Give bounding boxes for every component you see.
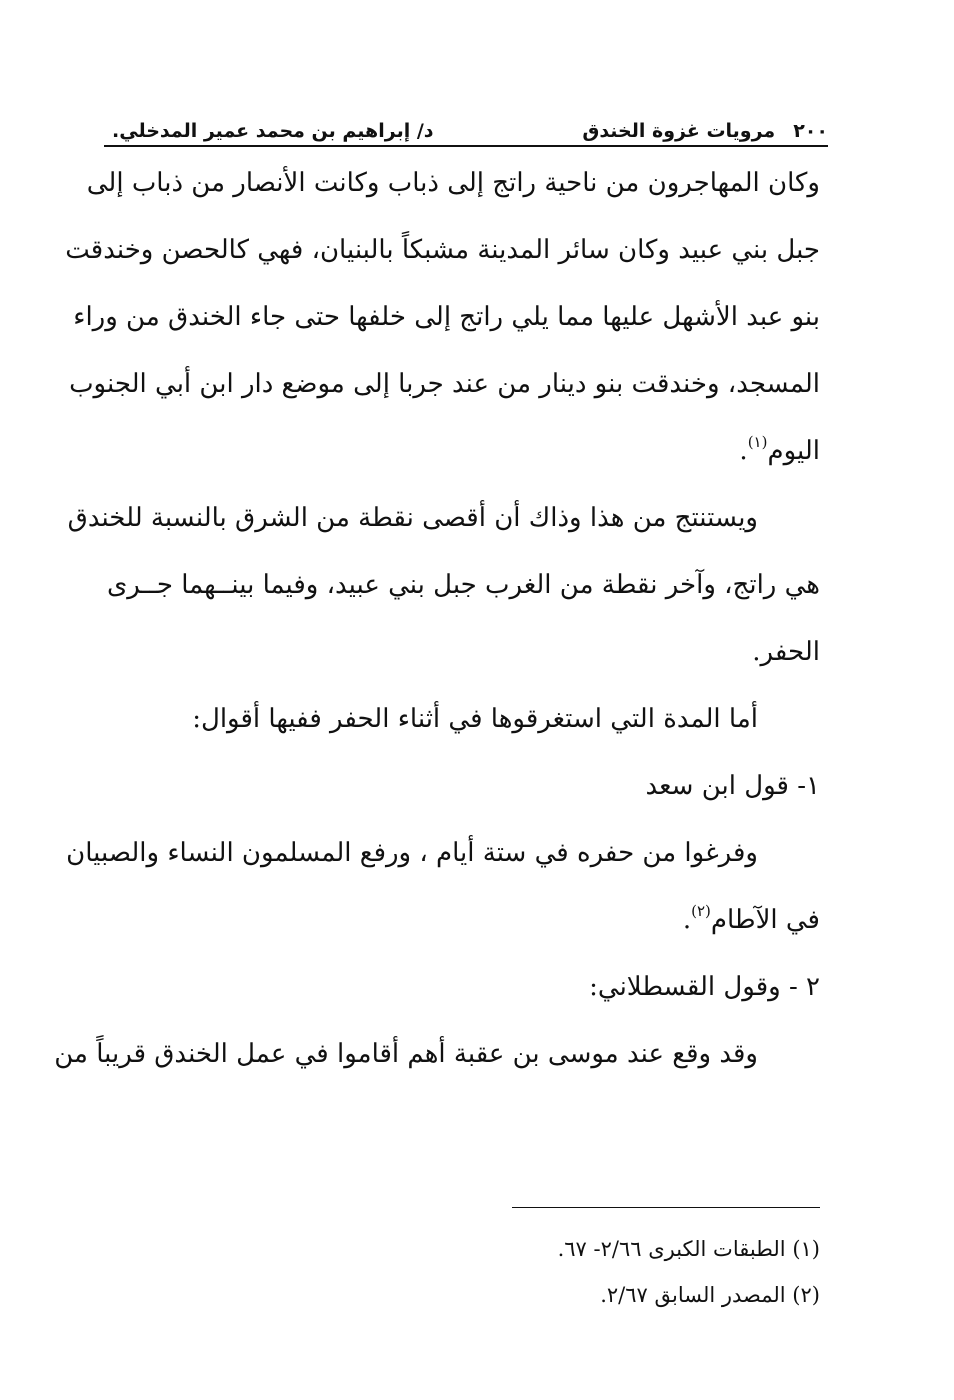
text-line: بنو عبد الأشهل عليها مما يلي راتج إلى خلفها حتى جاء الخندق من وراء	[73, 302, 820, 332]
running-header	[112, 112, 828, 142]
book-title: مرويات غزوة الخندق	[582, 120, 776, 142]
text-line	[108, 887, 820, 954]
footnote: (٢) المصدر السابق ٢/٦٧.	[600, 1283, 820, 1307]
footnote-divider	[512, 1207, 820, 1208]
footnote-ref: (٢)	[691, 902, 711, 920]
text-line: أما المدة التي استغرقوها في أثناء الحفر ففيها أقوال:	[192, 704, 758, 734]
header-right-group	[582, 120, 828, 142]
text-line: وقد وقع عند موسى بن عقبة أهم أقاموا في عمل الخندق قريباً من	[54, 1039, 758, 1069]
footnote: (١) الطبقات الكبرى ٢/٦٦- ٦٧.	[557, 1237, 820, 1261]
text-fragment: .	[682, 905, 692, 935]
header-divider	[104, 145, 828, 147]
text-line: وكان المهاجرون من ناحية راتج إلى ذباب وكانت الأنصار من ذباب إلى	[86, 168, 820, 198]
text-line: ويستنتج من هذا وذاك أن أقصى نقطة من الشرق بالنسبة للخندق	[67, 503, 758, 533]
footnotes	[400, 1226, 820, 1318]
text-line: وفرغوا من حفره في ستة أيام ، ورفع المسلمون النساء والصبيان	[66, 838, 758, 868]
text-line	[108, 418, 820, 485]
text-line: جبل بني عبيد وكان سائر المدينة مشبكاً بالبنيان، فهي كالحصن وخندقت	[65, 235, 820, 265]
text-line: المسجد، وخندقت بنو دينار من عند جربا إلى موضع دار ابن أبي الجنوب	[69, 369, 820, 399]
page-number: ٢٠٠	[793, 120, 828, 142]
text-line: الحفر.	[752, 637, 820, 667]
footnote-ref: (١)	[747, 433, 768, 451]
text-fragment: في الآطام	[710, 905, 820, 935]
text-line: هي راتج، وآخر نقطة من الغرب جبل بني عبيد، وفيما بينــهما جــرى	[106, 570, 820, 600]
author-name: د/ إبراهيم بن محمد عمير المدخلي.	[112, 120, 434, 142]
text-fragment: .	[739, 436, 748, 466]
text-fragment: اليوم	[767, 436, 820, 466]
list-item: ١- قول ابن سعد	[645, 771, 820, 801]
list-item: ٢ - وقول القسطلاني:	[589, 972, 820, 1002]
body-text	[54, 150, 820, 1088]
